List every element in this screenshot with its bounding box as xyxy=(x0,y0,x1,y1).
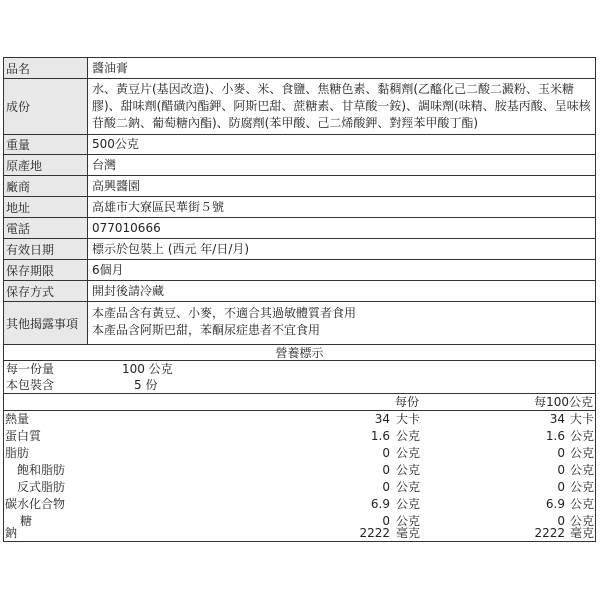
nutrient-value-100g: 6.9 xyxy=(545,497,565,511)
info-label: 原產地 xyxy=(4,155,88,175)
info-row-phone xyxy=(4,218,595,239)
servings-label: 本包裝含 xyxy=(6,378,55,392)
nutrient-value-serving: 1.6 xyxy=(370,429,390,443)
nutrient-value-100g: 2222 xyxy=(534,526,565,540)
info-row-ingredients xyxy=(4,79,595,135)
nutrient-name: 糖 xyxy=(20,514,33,528)
nutrient-row xyxy=(4,462,595,478)
nutrition-title: 營養標示 xyxy=(4,345,595,361)
info-value xyxy=(92,302,591,344)
nutrient-name: 飽和脂肪 xyxy=(17,463,66,477)
nutrient-unit: 公克 xyxy=(569,463,594,477)
nutrient-unit: 公克 xyxy=(395,446,420,460)
info-value: 標示於包裝上 (西元 年/日/月) xyxy=(92,241,250,256)
disclosure-line: 本產品含有黃豆、小麥，不適合其過敏體質者食用 xyxy=(92,306,357,320)
nutrient-row xyxy=(4,525,595,541)
nutrient-unit: 毫克 xyxy=(569,526,594,540)
nutrient-value-serving: 0 xyxy=(382,446,390,460)
info-value: 開封後請冷藏 xyxy=(92,283,165,298)
nutrient-row xyxy=(4,479,595,495)
info-value: 高雄市大寮區民華街５號 xyxy=(92,199,225,214)
info-label: 重量 xyxy=(4,135,88,154)
info-value: 台灣 xyxy=(92,157,117,172)
info-row-manufacturer xyxy=(4,176,595,197)
nutrient-value-serving: 34 xyxy=(374,412,390,426)
info-row-storage xyxy=(4,281,595,302)
col-per-100g: 每100公克 xyxy=(534,395,593,409)
nutrient-name: 熱量 xyxy=(5,412,30,426)
info-row-address xyxy=(4,197,595,218)
serving-size-label: 每一份量 xyxy=(6,362,55,376)
info-label: 保存期限 xyxy=(4,260,88,280)
info-row-shelf-life xyxy=(4,260,595,281)
nutrient-unit: 公克 xyxy=(569,514,594,528)
info-value: 6個月 xyxy=(92,262,124,277)
info-row-origin xyxy=(4,155,595,176)
nutrient-row xyxy=(4,445,595,461)
nutrient-value-100g: 0 xyxy=(557,446,565,460)
info-value: 醬油膏 xyxy=(92,60,129,75)
nutrient-unit: 公克 xyxy=(569,446,594,460)
nutrient-unit: 毫克 xyxy=(395,526,420,540)
nutrient-name: 碳水化合物 xyxy=(5,497,66,511)
info-row-name xyxy=(4,58,595,79)
nutrient-value-serving: 6.9 xyxy=(370,497,390,511)
nutrient-value-100g: 0 xyxy=(557,514,565,528)
nutrient-row xyxy=(4,411,595,427)
info-value: 077010666 xyxy=(92,220,161,235)
info-value: 水、黃豆片(基因改造)、小麥、米、食鹽、焦糖色素、黏稠劑(乙醯化己二酸二澱粉、玉米糖膠)、甜味劑(醋磺內酯鉀、阿斯巴甜、蔗糖素、甘草酸一銨)、調味劑(味精、胺基丙酸、呈味核苷酸二鈉、葡萄糖內酯)、防腐劑(苯甲酸、己二烯酸鉀、對羥苯甲酸丁酯) xyxy=(92,82,591,130)
nutrient-row xyxy=(4,428,595,444)
info-row-weight xyxy=(4,135,595,155)
nutrient-value-serving: 0 xyxy=(382,514,390,528)
info-value: 500公克 xyxy=(92,137,139,151)
nutrient-value-serving: 2222 xyxy=(359,526,390,540)
nutrient-unit: 公克 xyxy=(569,429,594,443)
nutrient-unit: 公克 xyxy=(569,480,594,494)
info-row-expiry xyxy=(4,239,595,260)
nutrient-name: 反式脂肪 xyxy=(17,480,66,494)
info-label: 有效日期 xyxy=(4,239,88,259)
nutrient-unit: 公克 xyxy=(395,480,420,494)
product-label-sheet xyxy=(3,57,596,542)
nutrient-unit: 公克 xyxy=(395,463,420,477)
nutrient-unit: 公克 xyxy=(395,429,420,443)
info-label: 品名 xyxy=(4,58,88,78)
info-label: 成份 xyxy=(4,79,88,134)
nutrient-name: 鈉 xyxy=(5,526,18,540)
col-per-serving: 每份 xyxy=(394,395,419,409)
info-label: 保存方式 xyxy=(4,281,88,301)
nutrient-value-serving: 0 xyxy=(382,480,390,494)
nutrient-value-100g: 34 xyxy=(549,412,565,426)
nutrient-name: 脂肪 xyxy=(5,446,30,460)
info-label: 電話 xyxy=(4,218,88,238)
nutrient-value-serving: 0 xyxy=(382,463,390,477)
nutrient-unit: 公克 xyxy=(395,514,420,528)
nutrient-unit: 大卡 xyxy=(395,412,420,426)
nutrient-row xyxy=(4,496,595,512)
nutrition-header-row xyxy=(4,394,595,410)
info-label: 其他揭露事項 xyxy=(4,302,88,344)
nutrient-value-100g: 0 xyxy=(557,463,565,477)
info-value: 高興醬園 xyxy=(92,178,141,193)
servings-value: 5 份 xyxy=(134,378,158,392)
nutrient-unit: 大卡 xyxy=(569,412,594,426)
nutrient-unit: 公克 xyxy=(569,497,594,511)
nutrient-unit: 公克 xyxy=(395,497,420,511)
nutrient-value-100g: 0 xyxy=(557,480,565,494)
nutrient-value-100g: 1.6 xyxy=(545,429,565,443)
info-label: 廠商 xyxy=(4,176,88,196)
info-row-disclosures xyxy=(4,302,595,345)
serving-size-value: 100 公克 xyxy=(122,362,173,376)
disclosure-line: 本產品含阿斯巴甜，苯酮尿症患者不宜食用 xyxy=(92,323,321,337)
info-label: 地址 xyxy=(4,197,88,217)
nutrient-name: 蛋白質 xyxy=(5,429,42,443)
